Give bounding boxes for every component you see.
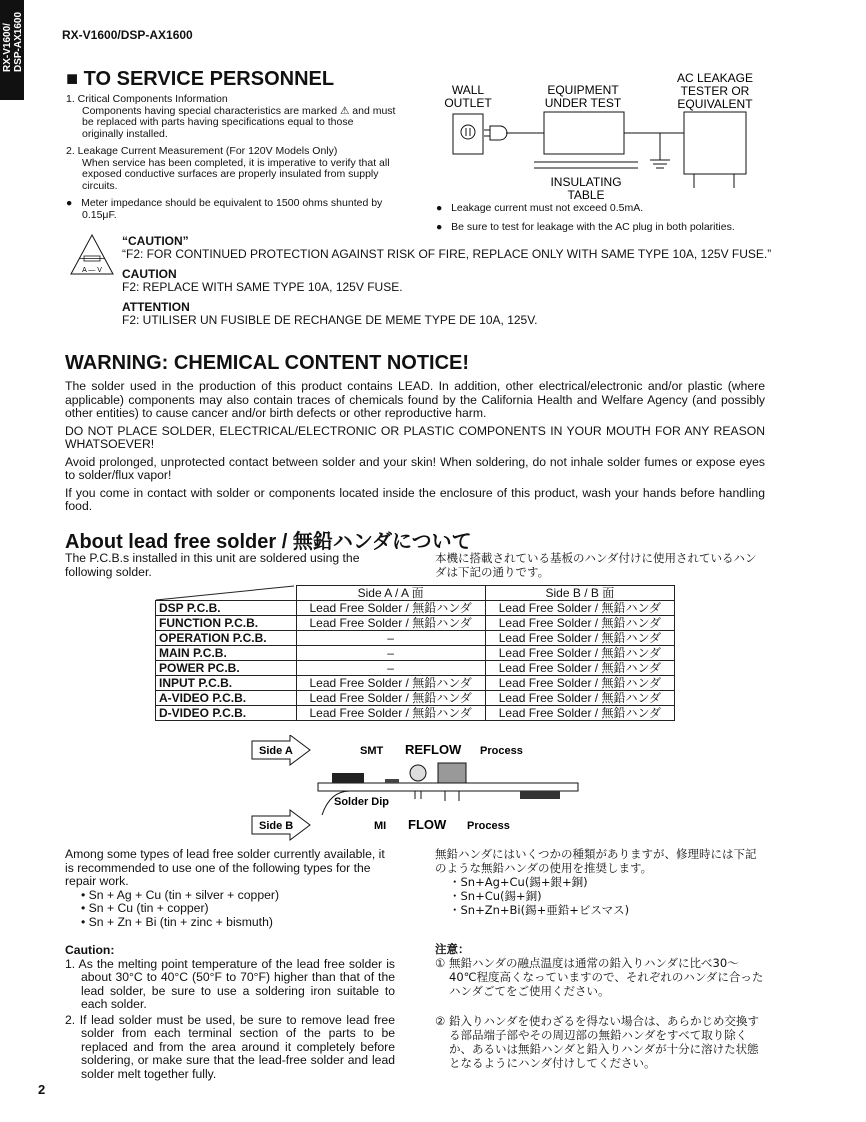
types-intro-en: Among some types of lead free solder currently available, it is recommended to use one of the following types for the repair work.	[65, 847, 385, 888]
capacitor-component	[410, 765, 426, 781]
warning-p1: The solder used in the production of this product contains LEAD. In addition, other electrical/electronic and/or plastic (where applicable) components may also contain traces of chemicals found by the California Health and Welfare Agency (and possibly other entities) to cause cancer and/or birth defects or other reproductive harm.	[65, 379, 765, 420]
equipment-box	[544, 112, 624, 154]
leakage-bullets	[436, 203, 766, 233]
solder-dip-label: Solder Dip	[334, 796, 390, 808]
caution-block	[122, 235, 772, 327]
leakage-bullet: ● Leakage current must not exceed 0.5mA.	[436, 202, 644, 214]
flow-process-label: Process	[467, 820, 510, 832]
through-hole-component	[438, 763, 466, 783]
tester-label: AC LEAKAGE TESTER OR EQUIVALENT	[676, 71, 754, 111]
pcb-name-cell: D-VIDEO P.C.B.	[156, 706, 297, 721]
leakage-test-diagram	[438, 68, 768, 204]
item1-text: Components having special characteristics are marked ⚠ and must be replaced with parts having specifications equal to those originally installed.	[82, 104, 396, 140]
side-b-cell: Lead Free Solder / 無鉛ハンダ	[485, 631, 674, 646]
warning-p2: DO NOT PLACE SOLDER, ELECTRICAL/ELECTRONIC OR PLASTIC COMPONENTS IN YOUR MOUTH FOR ANY REASON WHATSOEVER!	[65, 423, 765, 451]
reflow-process-label: Process	[480, 745, 523, 757]
side-tab-label: RX-V1600/ DSP-AX1600	[2, 11, 24, 72]
table-row	[156, 691, 675, 706]
lead-free-intro-en: The P.C.B.s installed in this unit are soldered using the following solder.	[65, 551, 360, 579]
insulating-table-label: INSULATING TABLE	[550, 175, 622, 202]
caution-en-2: 2. If lead solder must be used, be sure to remove lead free solder from each terminal section of the parts to be replaced and from the area around it completely before soldering, or make sure that the lead-free solder and lead solder melt together fully.	[65, 1012, 395, 1081]
polarity-bullet: ● Be sure to test for leakage with the AC plug in both polarities.	[436, 220, 735, 233]
side-b-label: Side B	[259, 820, 294, 832]
side-b-cell: Lead Free Solder / 無鉛ハンダ	[485, 676, 674, 691]
side-b-cell: Lead Free Solder / 無鉛ハンダ	[485, 661, 674, 676]
types-list-en	[65, 889, 395, 930]
types-en-item: • Sn + Zn + Bi (tin + zinc + bismuth)	[81, 914, 273, 929]
types-list-jp	[435, 875, 765, 917]
pcb-name-cell: POWER PC.B.	[156, 661, 297, 676]
model-header: RX-V1600/DSP-AX1600	[62, 28, 193, 42]
side-a-cell: Lead Free Solder / 無鉛ハンダ	[296, 706, 485, 721]
types-en-item: • Sn + Ag + Cu (tin + silver + copper)	[81, 887, 280, 902]
pcb-name-cell: A-VIDEO P.C.B.	[156, 691, 297, 706]
pcb-name-cell: FUNCTION P.C.B.	[156, 616, 297, 631]
pcb-name-cell: DSP P.C.B.	[156, 601, 297, 616]
item2-text: When service has been completed, it is imperative to verify that all exposed conductive surfaces are properly insulated from supply circuits.	[82, 156, 390, 192]
types-intro-jp: 無鉛ハンダにはいくつかの種類がありますが、修理時には下記のような無鉛ハンダの使用を推奨します。	[435, 847, 757, 875]
table-corner	[156, 586, 297, 601]
side-a-header: Side A / A 面	[296, 586, 485, 601]
smt-label: SMT	[360, 745, 384, 757]
side-b-cell: Lead Free Solder / 無鉛ハンダ	[485, 646, 674, 661]
table-row	[156, 601, 675, 616]
pcb-name-cell: MAIN P.C.B.	[156, 646, 297, 661]
pcb-solder-table	[155, 585, 675, 721]
warning-body	[65, 380, 765, 518]
side-a-cell: Lead Free Solder / 無鉛ハンダ	[296, 691, 485, 706]
solder-process-diagram	[250, 735, 580, 845]
fuse-warning-icon	[68, 232, 116, 278]
types-jp-item: ・Sn+Cu(錫+銅)	[449, 889, 542, 903]
meter-bullet: ● Meter impedance should be equivalent to 1500 ohms shunted by 0.15μF.	[66, 197, 383, 221]
warning-p4: If you come in contact with solder or components located inside the enclosure of this product, wash your hands before handling food.	[65, 485, 765, 513]
caution-jp	[435, 942, 765, 1070]
side-a-cell: –	[296, 661, 485, 676]
reflow-label: REFLOW	[405, 742, 462, 757]
tester-box	[684, 112, 746, 174]
caution-en-1: 1. As the melting point temperature of the lead free solder is about 30°C to 40°C (50°F to 70°F) higher than that of the lead solder, be sure to use a soldering iron suitable to each solder.	[65, 956, 395, 1011]
side-b-cell: Lead Free Solder / 無鉛ハンダ	[485, 691, 674, 706]
warning-title: WARNING: CHEMICAL CONTENT NOTICE!	[65, 352, 470, 374]
table-row	[156, 676, 675, 691]
service-title: ■ TO SERVICE PERSONNEL	[66, 68, 335, 90]
wall-outlet-box	[453, 114, 483, 154]
table-row	[156, 661, 675, 676]
side-b-cell: Lead Free Solder / 無鉛ハンダ	[485, 706, 674, 721]
item2-title: 2. Leakage Current Measurement (For 120V Models Only)	[66, 145, 338, 157]
pcb-name-cell: OPERATION P.C.B.	[156, 631, 297, 646]
side-tab	[0, 0, 24, 100]
caution-heading-2: CAUTION	[122, 267, 177, 281]
flow-label: FLOW	[408, 817, 447, 832]
wall-outlet-label: WALL OUTLET	[444, 83, 492, 110]
pcb-board	[318, 783, 578, 791]
types-jp-item: ・Sn+Ag+Cu(錫+銀+銅)	[449, 875, 588, 889]
caution-text-2: F2: REPLACE WITH SAME TYPE 10A, 125V FUSE.	[122, 280, 403, 294]
item1-title: 1. Critical Components Information	[66, 93, 228, 105]
caution-text-1: “F2: FOR CONTINUED PROTECTION AGAINST RISK OF FIRE, REPLACE ONLY WITH SAME TYPE 10A, 125V FUSE.”	[122, 247, 772, 261]
caution-jp-title: 注意：	[435, 942, 470, 956]
solder-types-en	[65, 848, 395, 929]
types-jp-item: ・Sn+Zn+Bi(錫+亜鉛+ビスマス)	[449, 903, 630, 917]
caution-jp-1: ① 無鉛ハンダの融点温度は通常の鉛入りハンダに比べ30〜40℃程度高くなっていますので、それぞれのハンダに合ったハンダごてをご使用ください。	[435, 956, 764, 998]
lead-free-intro-jp: 本機に搭載されている基板のハンダ付けに使用されているハンダは下記の通りです。	[435, 551, 757, 579]
equipment-label: EQUIPMENT UNDER TEST	[544, 83, 622, 110]
types-en-item: • Sn + Cu (tin + copper)	[81, 901, 209, 915]
table-row	[156, 616, 675, 631]
lead-free-title: About lead free solder / 無鉛ハンダについて	[65, 531, 472, 553]
plug-icon	[490, 126, 507, 140]
attention-heading: ATTENTION	[122, 300, 190, 314]
caution-heading-1: “CAUTION”	[122, 234, 189, 248]
table-row	[156, 646, 675, 661]
side-a-cell: Lead Free Solder / 無鉛ハンダ	[296, 616, 485, 631]
table-row	[156, 631, 675, 646]
side-b-cell: Lead Free Solder / 無鉛ハンダ	[485, 601, 674, 616]
page-number: 2	[38, 1082, 46, 1097]
pcb-name-cell: INPUT P.C.B.	[156, 676, 297, 691]
table-header-row	[156, 586, 675, 601]
warning-p3: Avoid prolonged, unprotected contact between solder and your skin! When soldering, do not inhale solder fumes or expose eyes to solder/flux vapor!	[65, 454, 765, 482]
caution-en	[65, 944, 395, 1081]
side-a-label: Side A	[259, 745, 293, 757]
side-a-cell: Lead Free Solder / 無鉛ハンダ	[296, 676, 485, 691]
side-b-cell: Lead Free Solder / 無鉛ハンダ	[485, 616, 674, 631]
outlet-socket-icon	[461, 125, 475, 139]
attention-text: F2: UTILISER UN FUSIBLE DE RECHANGE DE MEME TYPE DE 10A, 125V.	[122, 313, 538, 327]
caution-en-title: Caution:	[65, 943, 115, 957]
mi-label: MI	[374, 820, 387, 832]
side-a-cell: –	[296, 646, 485, 661]
side-b-header: Side B / B 面	[485, 586, 674, 601]
table-row	[156, 706, 675, 721]
side-a-cell: Lead Free Solder / 無鉛ハンダ	[296, 601, 485, 616]
side-a-cell: –	[296, 631, 485, 646]
solder-types-jp	[435, 847, 765, 917]
smd-chip	[332, 773, 364, 783]
service-items	[66, 94, 396, 221]
fuse-rating-label: A — V	[82, 267, 102, 274]
caution-jp-2: ② 鉛入りハンダを使わざるを得ない場合は、あらかじめ交換する部品端子部やその周辺部の無鉛ハンダをすべて取り除くか、あるいは無鉛ハンダと鉛入りハンダが十分に溶けた状態となるようにハンダ付けしてください。	[435, 1014, 760, 1070]
